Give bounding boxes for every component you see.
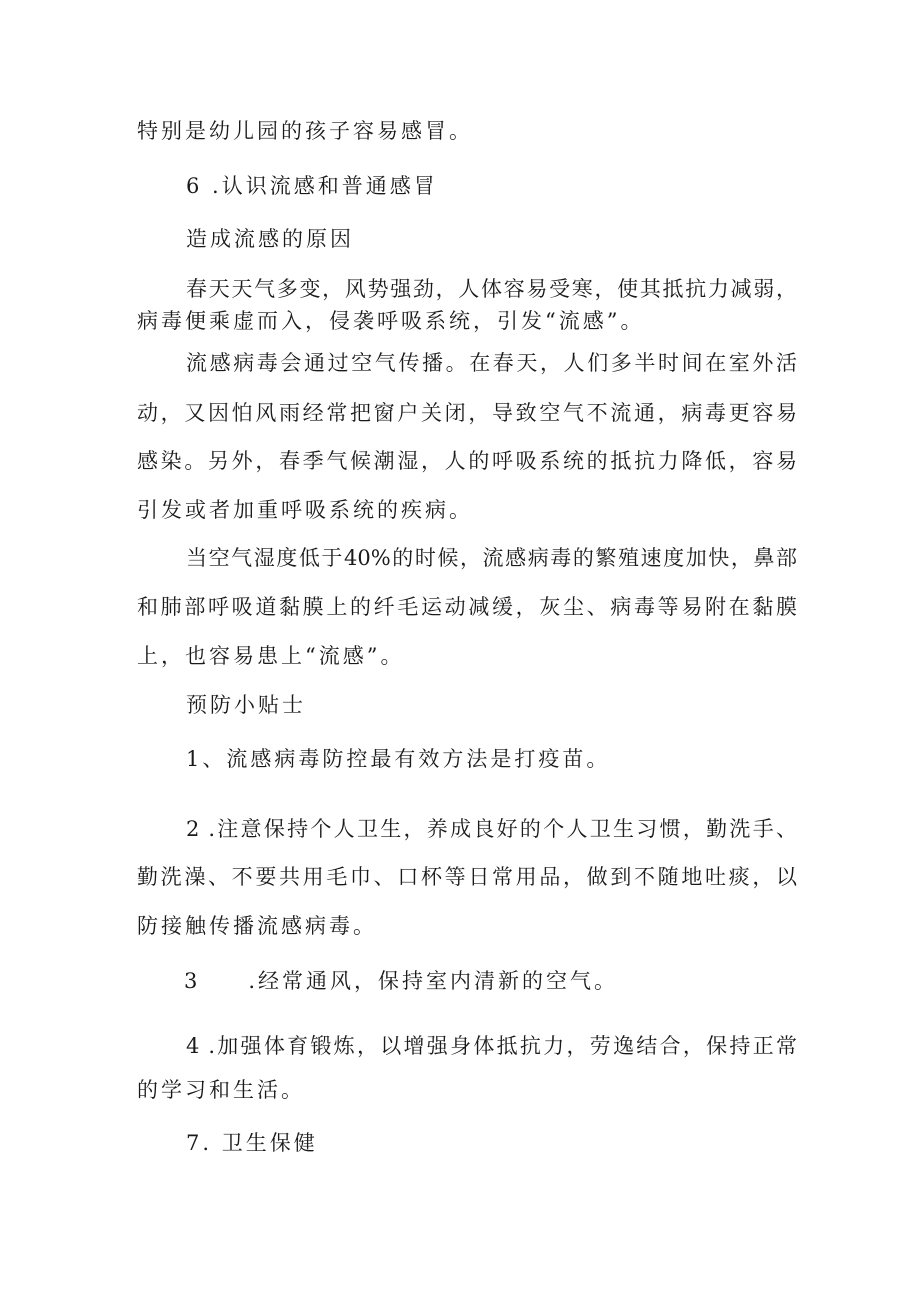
paragraph-line: 流感病毒会通过空气传播。在春天，人们多半时间在室外活	[186, 351, 797, 375]
paragraph-line: 和肺部呼吸道黏膜上的纤毛运动减缓，灰尘、病毒等易附在黏膜	[137, 595, 797, 619]
subheading: 造成流感的原因	[186, 227, 354, 251]
list-item: 防接触传播流感病毒。	[137, 914, 377, 938]
section-heading: 6 .认识流感和普通感冒	[186, 174, 438, 198]
list-item: 2 .注意保持个人卫生，养成良好的个人卫生习惯，勤洗手、	[186, 817, 797, 841]
paragraph-line: 当空气湿度低于40%的时候，流感病毒的繁殖速度加快，鼻部	[186, 546, 797, 570]
paragraph-line: 病毒便乘虚而入，侵袭呼吸系统，引发“流感”。	[137, 309, 645, 333]
list-item: 的学习和生活。	[137, 1078, 305, 1102]
list-item: 勤洗澡、不要共用毛巾、口杯等日常用品，做到不随地吐痰，以	[137, 865, 797, 889]
paragraph-line: 感染。另外，春季气候潮湿，人的呼吸系统的抵抗力降低，容易	[137, 449, 797, 473]
paragraph-line: 上，也容易患上“流感”。	[137, 644, 405, 668]
list-item: 3 .经常通风，保持室内清新的空气。	[184, 969, 619, 993]
paragraph-line: 春天天气多变，风势强劲，人体容易受寒，使其抵抗力减弱，	[186, 277, 797, 301]
paragraph-line: 动，又因怕风雨经常把窗户关闭，导致空气不流通，病毒更容易	[137, 401, 797, 425]
subheading: 预防小贴士	[186, 693, 306, 717]
list-item: 1、流感病毒防控最有效方法是打疫苗。	[186, 747, 611, 771]
text-line: 特别是幼儿园的孩子容易感冒。	[137, 119, 473, 143]
section-heading: 7. 卫生保健	[186, 1131, 318, 1155]
paragraph-line: 引发或者加重呼吸系统的疾病。	[137, 498, 473, 522]
list-item: 4 .加强体育锻炼，以增强身体抵抗力，劳逸结合，保持正常	[186, 1034, 797, 1058]
